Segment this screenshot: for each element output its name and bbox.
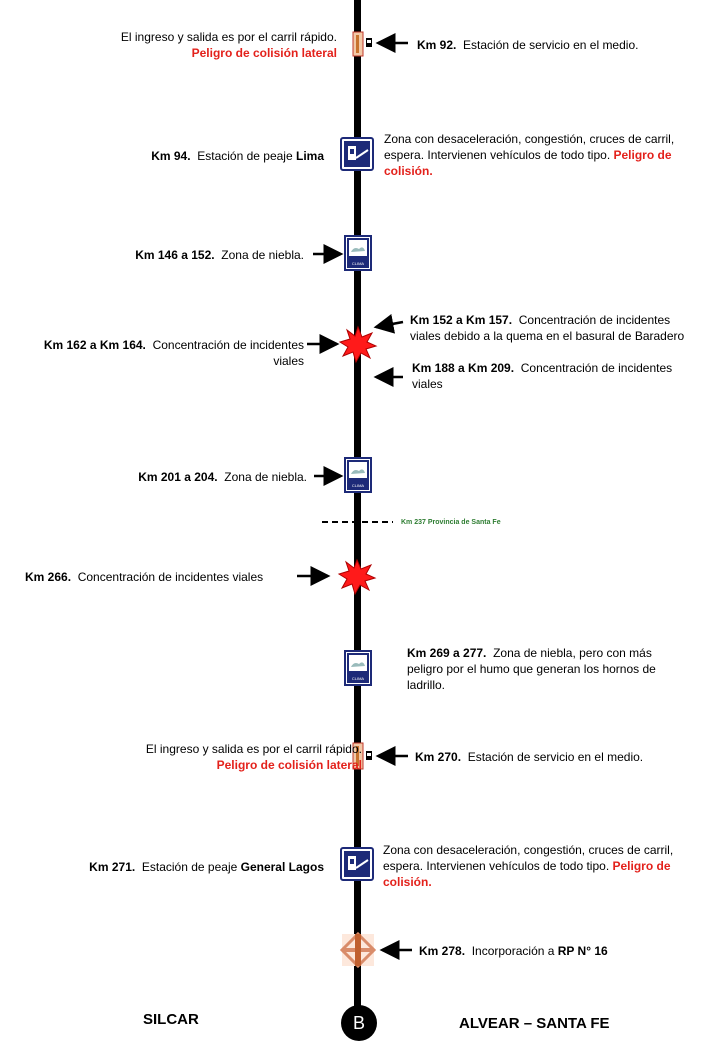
route-marker-b: B: [341, 1005, 377, 1041]
province-border-note: Km 237 Provincia de Santa Fe: [401, 519, 501, 526]
km270-side-note: El ingreso y salida es por el carril rápido. Peligro de colisión lateral: [145, 742, 362, 772]
toll-booth-icon: [341, 138, 373, 170]
km266-label: Km 266. Concentración de incidentes viales: [25, 570, 264, 584]
km201-label: Km 201 a 204. Zona de niebla.: [138, 470, 307, 484]
km269-label: Km 269 a 277. Zona de niebla, pero con más peligro por el humo que generan los hornos de ladrillo.: [407, 646, 656, 692]
fog-clima-icon: [345, 651, 371, 685]
crash-star-icon: [339, 560, 375, 594]
km92-side-note: El ingreso y salida es por el carril rápido. Peligro de colisión lateral: [120, 30, 337, 60]
km188-label: Km 188 a Km 209. Concentración de incidentes viales: [412, 361, 673, 391]
origin-label: SILCAR: [143, 1011, 199, 1028]
crash-star-icon: [340, 327, 376, 362]
km94-desc: Zona con desaceleración, congestión, cruces de carril, espera. Intervienen vehículos de todo tipo. Peligro de colisión.: [384, 132, 675, 178]
destination-label: ALVEAR – SANTA FE: [459, 1015, 610, 1032]
fog-clima-icon: [345, 236, 371, 270]
svg-text:CLIMA: CLIMA: [351, 676, 365, 681]
toll-booth-icon: [341, 848, 373, 880]
fog-clima-icon: [345, 458, 371, 492]
svg-text:CLIMA: CLIMA: [351, 261, 365, 266]
svg-text:CLIMA: CLIMA: [351, 483, 365, 488]
km271-label: Km 271. Estación de peaje General Lagos: [89, 860, 324, 874]
km146-label: Km 146 a 152. Zona de niebla.: [135, 248, 304, 262]
km92-label: Km 92. Estación de servicio en el medio.: [417, 38, 639, 52]
km271-desc: Zona con desaceleración, congestión, cruces de carril, espera. Intervienen vehículos de todo tipo. Peligro de colisión.: [383, 843, 674, 889]
km94-label: Km 94. Estación de peaje Lima: [151, 149, 324, 163]
km162-label: Km 162 a Km 164. Concentración de incidentes viales: [43, 338, 304, 368]
arrow-left-icon: [376, 322, 403, 327]
fuel-pump-icon: [353, 32, 372, 56]
km270-label: Km 270. Estación de servicio en el medio.: [415, 750, 644, 764]
km152-label: Km 152 a Km 157. Concentración de incidentes viales debido a la quema en el basural de Baradero: [410, 313, 685, 343]
interchange-icon: [342, 934, 374, 966]
km278-label: Km 278. Incorporación a RP N° 16: [419, 944, 608, 958]
